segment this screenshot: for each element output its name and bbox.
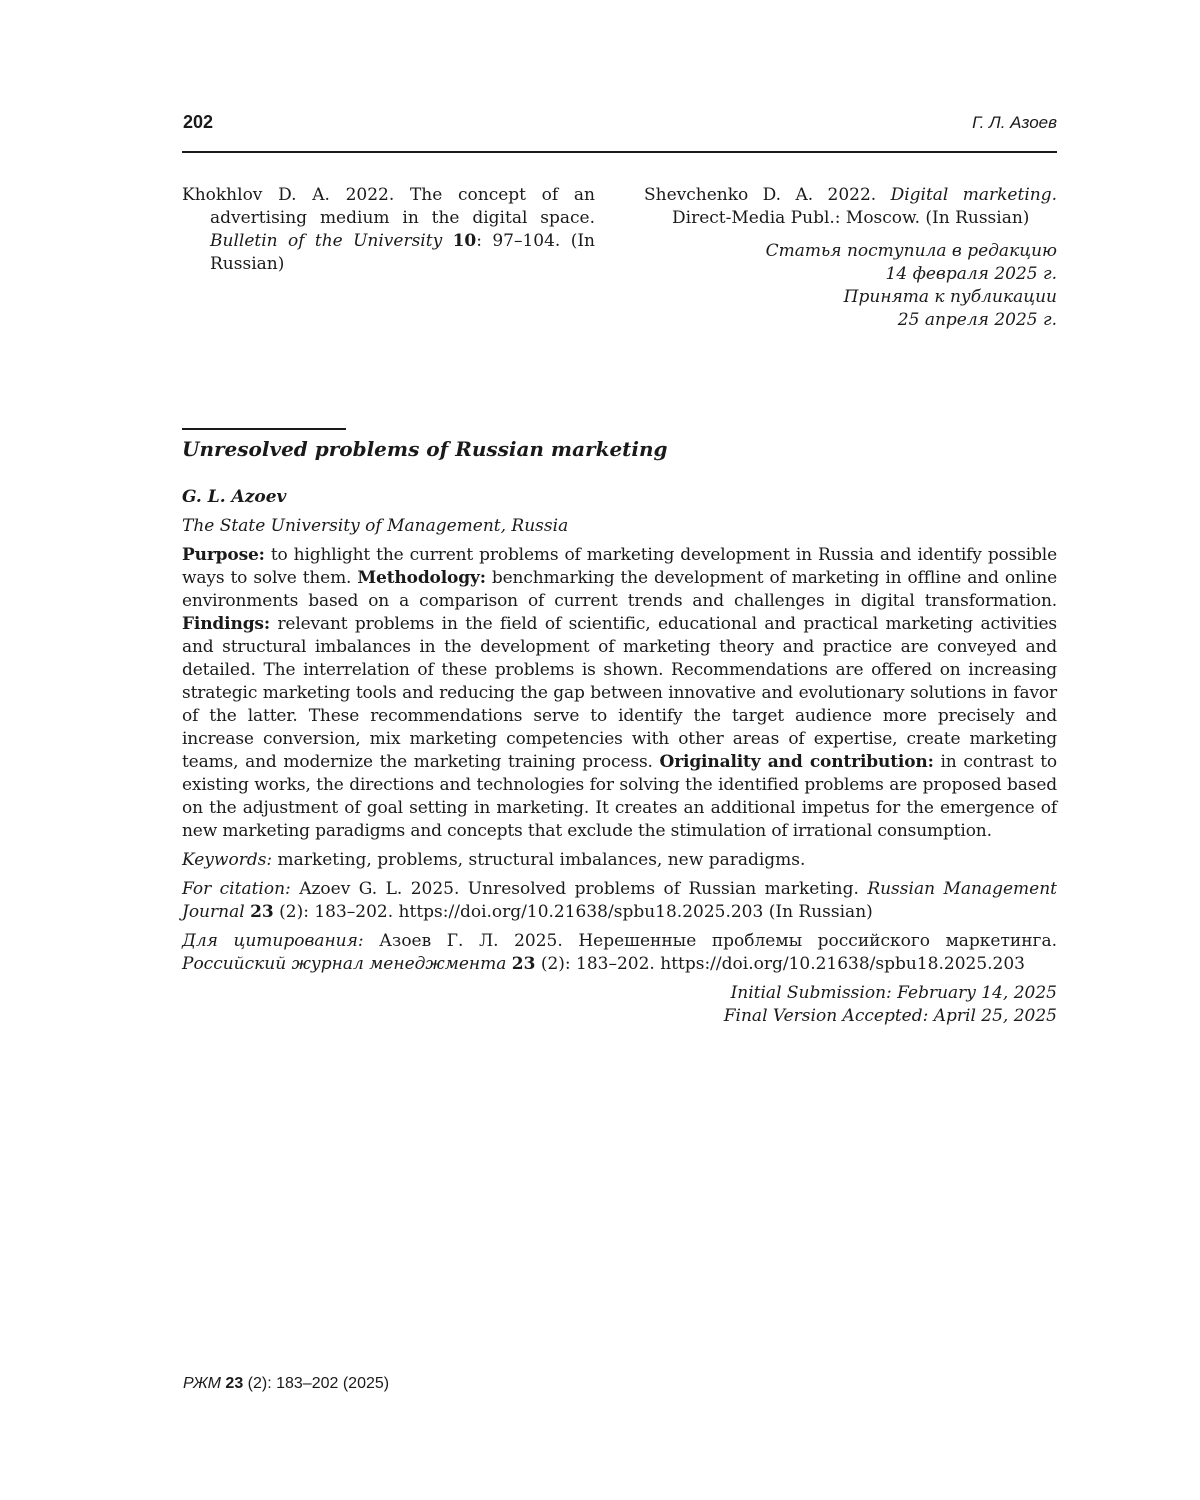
submission-en-line: Initial Submission: February 14, 2025 bbox=[730, 983, 1057, 1003]
citation-en-doi[interactable]: (2): 183–202. https://doi.org/10.21638/spbu18.2025.203 (In Russian) bbox=[273, 902, 873, 922]
references-right-column bbox=[644, 184, 1057, 332]
article-title: Unresolved problems of Russian marketing bbox=[182, 437, 668, 461]
abstract-purpose-label: Purpose: bbox=[182, 545, 265, 565]
submission-en-line: Final Version Accepted: April 25, 2025 bbox=[723, 1006, 1057, 1026]
abstract-block bbox=[182, 486, 1057, 1028]
citation-ru-journal: Российский журнал менеджмента bbox=[182, 954, 507, 974]
abstract-methodology-label: Methodology: bbox=[357, 568, 486, 588]
citation-ru-volume: 23 bbox=[511, 954, 536, 974]
reference-publisher: Direct-Media Publ.: Moscow. (In Russian) bbox=[672, 208, 1030, 228]
author-affiliation: The State University of Management, Russia bbox=[182, 516, 569, 536]
abstract-originality: in contrast to existing works, the directions and technologies for solving the identified problems are proposed based on the adjustment of goal setting in marketing. It creates an additional impetus for the emergence of new marketing paradigms and concepts that exclude the stimulation of irrational consumption. bbox=[182, 752, 1057, 841]
header-rule bbox=[182, 151, 1057, 153]
reference-journal: Bulletin of the University bbox=[210, 231, 443, 251]
author-name: G. L. Azoev bbox=[182, 487, 287, 507]
page-number: 202 bbox=[183, 112, 214, 132]
abstract-text bbox=[182, 544, 1057, 843]
citation-ru-label: Для цитирования: bbox=[182, 931, 364, 951]
reference-book: Digital marketing. bbox=[890, 185, 1057, 205]
abstract-purpose: to highlight the current problems of marketing development in Russia and identify possible ways to solve them. bbox=[182, 545, 1057, 588]
references-left-column bbox=[182, 184, 595, 276]
reference-text: Shevchenko D. A. 2022. bbox=[644, 185, 891, 205]
abstract-findings: relevant problems in the field of scientific, educational and practical marketing activities and structural imbalances in the development of marketing theory and practice are conveyed and detailed. The interrelation of these problems is shown. Recommendations are offered on increasing strategic marketing tools and reducing the gap between innovative and evolutionary solutions in favor of the latter. These recommendations serve to identify the target audience more precisely and increase conversion, mix marketing competencies with other areas of expertise, create marketing teams, and modernize the marketing training process. bbox=[182, 614, 1057, 772]
citation-ru-doi[interactable]: (2): 183–202. https://doi.org/10.21638/spbu18.2025.203 bbox=[535, 954, 1026, 974]
footer-volume: 23 bbox=[225, 1375, 244, 1392]
submission-ru-line: 25 апреля 2025 г. bbox=[897, 310, 1057, 330]
citation-ru bbox=[182, 930, 1057, 976]
footer-issue: (2): 183–202 (2025) bbox=[243, 1375, 390, 1392]
page-footer bbox=[183, 1375, 389, 1393]
reference-shevchenko bbox=[644, 184, 1057, 230]
citation-en-label: For citation: bbox=[182, 879, 291, 899]
citation-en-journal: Russian Management Journal bbox=[182, 879, 1057, 922]
submission-ru-line: Статья поступила в редакцию bbox=[765, 241, 1057, 261]
submission-ru-line: Принята к публикации bbox=[843, 287, 1057, 307]
reference-text: Khokhlov D. A. 2022. The concept of an advertising medium in the digital space. bbox=[182, 185, 595, 228]
footer-journal: РЖМ bbox=[183, 1375, 221, 1392]
abstract-findings-label: Findings: bbox=[182, 614, 270, 634]
running-head-author: Г. Л. Азоев bbox=[972, 113, 1057, 132]
submission-ru-line: 14 февраля 2025 г. bbox=[885, 264, 1057, 284]
submission-dates-en bbox=[182, 982, 1057, 1028]
citation-ru-text: Азоев Г. Л. 2025. Нерешенные проблемы российского маркетинга. bbox=[363, 931, 1058, 951]
keywords-text: marketing, problems, structural imbalances, new paradigms. bbox=[272, 850, 806, 870]
reference-khokhlov bbox=[182, 184, 595, 276]
reference-pages: : 97–104. (In Russian) bbox=[210, 231, 595, 274]
keywords bbox=[182, 849, 1057, 872]
citation-en bbox=[182, 878, 1057, 924]
reference-volume: 10 bbox=[452, 231, 477, 251]
citation-en-text: Azoev G. L. 2025. Unresolved problems of Russian marketing. bbox=[290, 879, 868, 899]
submission-dates-ru bbox=[644, 240, 1057, 332]
title-rule bbox=[182, 428, 346, 430]
citation-en-volume: 23 bbox=[250, 902, 274, 922]
abstract-methodology: benchmarking the development of marketing in offline and online environments based on a comparison of current trends and challenges in digital transformation. bbox=[182, 568, 1057, 611]
abstract-originality-label: Originality and contribution: bbox=[659, 752, 934, 772]
keywords-label: Keywords: bbox=[182, 850, 273, 870]
